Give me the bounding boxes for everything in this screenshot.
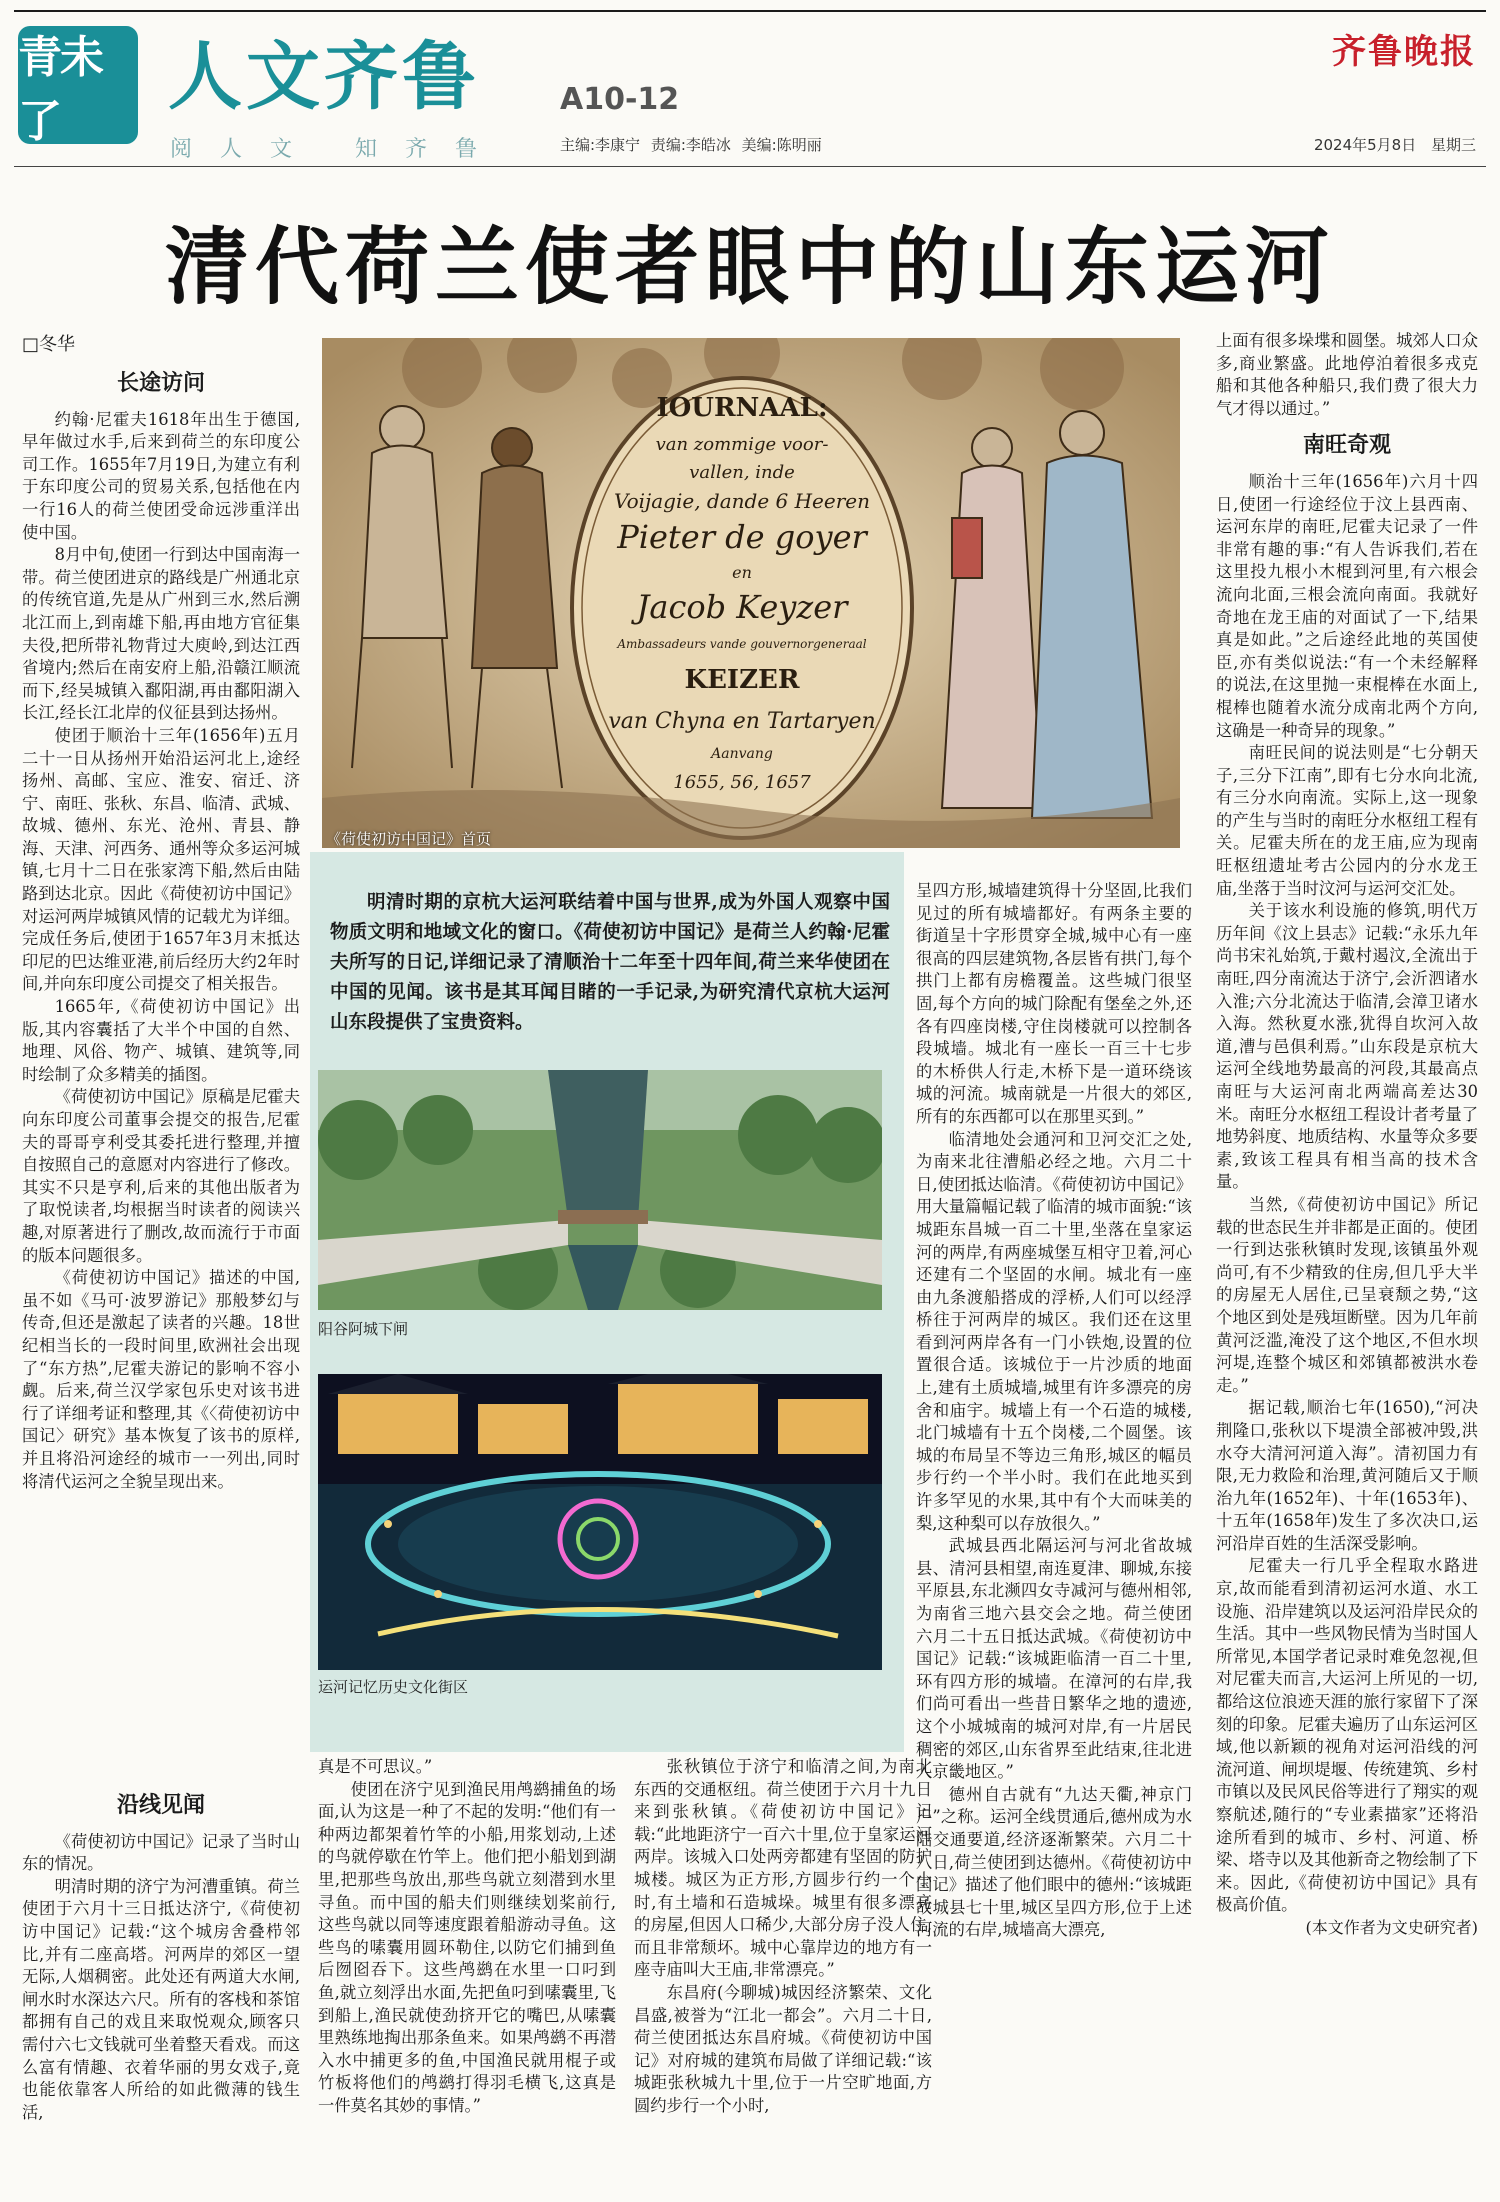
article-column-5 [1216,330,1478,2192]
author-note: (本文作者为文史研究者) [1305,1917,1478,1937]
paragraph: 据记载,顺治七年(1650),“河决荆隆口,张秋以下堤溃全部被冲毁,洪水夺大清河河道入海”。清初国力有限,无力救险和治理,黄河随后又于顺治九年(1652年)、十年(1653年)、十五年(1658年)发生了多次决口,运河沿岸百姓的生活深受影响。 [1216,1398,1478,1553]
paragraph: 明清时期的济宁为河漕重镇。荷兰使团于六月十三日抵达济宁,《荷使初访中国记》记载:“这个城房舍叠栉邻比,并有二座高塔。河两岸的郊区一望无际,人烟稠密。此处还有两道大水闸,闸水时水深达六尺。所有的客栈和茶馆都拥有自己的戏且来取悦观众,顾客只需付六七文钱就可坐着整天看戏。而这么富有情趣、衣着华丽的男女戏子,竟也能依靠客人所给的如此微薄的钱生活, [22,1876,300,2122]
editor-credits: 主编:李康宁 责编:李皓冰 美编:陈明丽 [560,136,822,154]
article-column-1 [22,358,300,1778]
article-byline: □冬华 [22,334,76,355]
inscription-line: Pieter de goyer [617,518,867,556]
article-column-2 [318,1756,616,2192]
paragraph: 使团于顺治十三年(1656年)五月二十一日从扬州开始沿运河北上,途经扬州、高邮、宝应、淮安、宿迁、济宁、南旺、张秋、东昌、临清、武城、故城、德州、东光、沧州、青县、静海、天津、河西务、通州等众多运河城镇,七月十二日在张家湾下船,然后由陆路到达北京。因此《荷使初访中国记》对运河两岸城镇风情的记载尤为详细。完成任务后,使团于1657年3月末抵达印尼的巴达维亚港,前后经历大约2年时间,并向东印度公司提交了相关报告。 [22,725,300,994]
journal-title-page-illustration [322,338,1180,848]
inscription-line: van Chyna en Tartaryen [608,709,876,734]
paragraph: 顺治十三年(1656年)六月十四日,使团一行途经位于汶上县西南、运河东岸的南旺,尼霍夫记录了一件非常有趣的事:“有人告诉我们,若在这里投九根小木棍到河里,有六根会流向北面,三根会流向南面。我就好奇地在龙王庙的对面试了一下,结果真是如此。”之后途经此地的英国使臣,亦有类似说法:“有一个未经解释的说法,在这里抛一束棍棒在水面上,棍棒也随着水流分成南北两个方向,这确是一种奇异的现象。” [1216,471,1478,740]
article-headline: 清代荷兰使者眼中的山东运河 [164,217,1335,316]
paragraph: 武城县西北隔运河与河北省故城县、清河县相望,南连夏津、聊城,东接平原县,东北濒四女寺减河与德州相邻,为南省三地六县交会之地。荷兰使团六月二十五日抵达武城。《荷使初访中国记》记载:“该城距临清一百二十里,环有四方形的城墙。在漳河的右岸,我们尚可看出一些昔日繁华之地的遗迹,这个小城城南的城河对岸,有一片居民稠密的郊区,山东省界至此结束,往北进入京畿地区。” [916,1536,1192,1782]
paragraph: 真是不可思议。” [318,1757,433,1776]
acheng-lock-photo [318,1070,882,1310]
section-logo: 青未了 [18,26,138,144]
main-image-caption: 《荷使初访中国记》首页 [326,830,492,848]
paragraph: 1665年,《荷使初访中国记》出版,其内容囊括了大半个中国的自然、地理、风俗、物产、城镇、建筑等,同时绘制了众多精美的插图。 [22,997,300,1084]
paragraph: 东昌府(今聊城)城因经济繁荣、文化昌盛,被誉为“江北一都会”。六月二十日,荷兰使团抵达东昌府城。《荷使初访中国记》对府城的建筑布局做了详细记载:“该城距张秋城九十里,位于一片空旷地面,方圆约步行一个小时, [634,1982,932,2115]
photo3-caption: 运河记忆历史文化街区 [318,1678,469,1696]
paragraph: 德州自古就有“九达天衢,神京门户”之称。运河全线贯通后,德州成为水陆交通要道,经济逐渐繁荣。六月二十八日,荷兰使团到达德州。《荷使初访中国记》描述了他们眼中的德州:“该城距故城县七十里,城区呈四方形,位于上述河流的右岸,城墙高大漂亮, [916,1784,1192,1940]
section-title: 人文齐鲁 [168,34,480,120]
paragraph: 当然,《荷使初访中国记》所记载的世态民生并非都是正面的。使团一行到达张秋镇时发现,该镇虽外观尚可,有不少精致的住房,但几乎大半的房屋无人居住,已呈衰颓之势,“这个地区到处是残垣断壁。因为几年前黄河泛滥,淹没了这个地区,不但水坝河堤,连整个城区和郊镇都被洪水卷走。” [1216,1194,1478,1395]
newspaper-logo: 齐鲁晚报 [1332,32,1476,72]
inscription-line: en [732,563,752,582]
paragraph: 呈四方形,城墙建筑得十分坚固,比我们见过的所有城墙都好。有两条主要的街道呈十字形贯穿全城,城中心有一座很高的四层建筑物,各层皆有拱门,每个拱门上都有房檐覆盖。这些城门很坚固,每个方向的城门除配有堡垒之外,还各有四座岗楼,守住岗楼就可以控制各段城墙。城北有一座长一百三十七步的木桥供人行走,木桥下是一道环绕该城的河流。城南就是一片很大的郊区,所有的东西都可以在那里买到。” [916,881,1192,1126]
section-heading: 长途访问 [116,370,205,396]
illustration-drawing [322,338,1180,848]
photo2-caption: 阳谷阿城下闸 [318,1320,409,1338]
issue-date: 2024年5月8日 星期三 [1313,136,1476,154]
inscription-line: Aanvang [711,746,773,762]
paragraph: 8月中旬,使团一行到达中国南海一带。荷兰使团进京的路线是广州通北京的传统官道,先是从广州到三水,然后溯北江而上,到南雄下船,再由地方官征集夫役,把所带礼物背过大庾岭,到达江西省境内;然后在南安府上船,沿赣江顺流而下,经吴城镇入鄱阳湖,再由鄱阳湖入长江,经长江北岸的仪征县到达扬州。 [22,545,300,723]
paragraph: 使团在济宁见到渔民用鸬鹚捕鱼的场面,认为这是一种了不起的发明:“他们有一种两边都架着竹竿的小船,用浆划动,上述的鸟就停歇在竹竿上。他们把小船划到湖里,把那些鸟放出,那些鸟就立刻潜到水里寻鱼。而中国的船夫们则继续划桨前行,这些鸟就以同等速度跟着船游动寻鱼。这些鸟的嗉囊用圆环勒住,以防它们捕到鱼后囫囵吞下。这些鸬鹚在水里一口叼到鱼,就立刻浮出水面,先把鱼叼到嗉囊里,飞到船上,渔民就使劲挤开它的嘴巴,从嗉囊里熟练地掏出那条鱼来。如果鸬鹚不再潜入水中捕更多的鱼,中国渔民就用棍子或竹板将他们的鸬鹚打得羽毛横飞,这真是一件莫名其妙的事情。” [318,1779,616,2115]
article-column-1-bottom [22,1780,300,2190]
inscription-line: Ambassadeurs vande gouvernorgeneraal [617,637,867,651]
paragraph: 关于该水利设施的修筑,明代万历年间《汶上县志》记载:“永乐九年尚书宋礼始筑,于戴村遏汶,全流出于南旺,四分南流达于济宁,会沂泗诸水入淮;六分北流达于临清,会漳卫诸水入海。然秋夏水涨,犹得自坎河入故道,漕与邑俱利焉。”山东段是京杭大运河全线地势最高的河段,其最高点南旺与大运河南北两端高差达30米。南旺分水枢纽工程设计者考量了地势斜度、地质结构、水量等众多要素,致该工程具有相当高的技术含量。 [1216,901,1478,1192]
district-photo-drawing [318,1374,882,1670]
article-column-3 [634,1756,932,2192]
canal-district-photo [318,1374,882,1670]
paragraph: 尼霍夫一行几乎全程取水路进京,故而能看到清初运河水道、水工设施、沿岸建筑以及运河沿岸民众的生活。其中一些风物民情为当时国人所常见,本国学者记录时难免忽视,但对尼霍夫而言,大运河上所见的一切,都给这位浪迹天涯的旅行家留下了深刻的印象。尼霍夫遍历了山东运河区域,他以新颖的视角对运河沿线的河流河道、闸坝堤堰、传统建筑、乡村市镇以及民风民俗等进行了翔实的观察航述,随行的“专业素描家”还将沿途所看到的城市、乡村、河道、桥梁、塔寺以及其他新奇之物绘制了下来。因此,《荷使初访中国记》具有极高价值。 [1216,1556,1478,1915]
header-rule [14,166,1486,167]
inscription-line: IOURNAAL: [656,393,828,423]
inscription-line: 1655, 56, 1657 [673,772,811,793]
inscription-line: Voijagie, dande 6 Heeren [614,489,870,513]
paragraph: 南旺民间的说法则是“七分朝天子,三分下江南”,即有七分水向北流,有三分水向南流。实际上,这一现象的产生与当时的南旺分水枢纽工程有关。尼霍夫所在的龙王庙,应为现南旺枢纽遗址考古公园内的分水龙王庙,坐落于当时汶河与运河交汇处。 [1216,743,1478,898]
paragraph: 《荷使初访中国记》记录了当时山东的情况。 [22,1831,300,1874]
inscription-line: van zommige voor- [655,434,829,455]
article-column-4 [916,880,1192,2192]
paragraph: 上面有很多垛堞和圆堡。城郊人口众多,商业繁盛。此地停泊着很多戎克船和其他各种船只,我们费了很大力气才得以通过。” [1216,331,1478,418]
top-rule [14,10,1486,12]
page-range: A10-12 [560,82,680,117]
section-subtitle: 阅人文 知齐鲁 [170,137,505,162]
paragraph: 临清地处会通河和卫河交汇之处,为南来北往漕船必经之地。六月二十日,使团抵达临清。《荷使初访中国记》用大量篇幅记载了临清的城市面貌:“该城距东昌城一百二十里,坐落在皇家运河的两岸,有两座城堡互相守卫着,河心还建有二个坚固的水闸。城北有一座由九条渡船搭成的浮桥,人们可以经浮桥往于河两岸的城区。我们还在这里看到河两岸各有一门小铁炮,设置的位置很合适。该城位于一片沙质的地面上,建有土质城墙,城里有许多漂亮的房舍和庙宇。城墙上有一个石造的城楼,北门城墙有十五个岗楼,二个圆堡。该城的布局呈不等边三角形,城区的幅员步行约一个半小时。我们在此地买到许多罕见的水果,其中有个大而味美的梨,这种梨可以存放很久。” [916,1129,1192,1533]
inscription-line: Jacob Keyzer [636,588,848,626]
inscription-line: vallen, inde [689,462,795,483]
section-heading: 南旺奇观 [1302,432,1391,459]
paragraph: 《荷使初访中国记》描述的中国,虽不如《马可·波罗游记》那般梦幻与传奇,但还是激起了读者的兴趣。18世纪相当长的一段时间里,欧洲社会出现了“东方热”,尼霍夫游记的影响不容小觑。后来,荷兰汉学家包乐史对该书进行了详细考证和整理,其《〈荷使初访中国记〉研究》基本恢复了该书的原样,并且将沿河途经的城市一一列出,同时将清代运河之全貌呈现出来。 [22,1268,300,1491]
lock-photo-drawing [318,1070,882,1310]
section-heading: 沿线见闻 [116,1792,205,1818]
paragraph: 约翰·尼霍夫1618年出生于德国,早年做过水手,后来到荷兰的东印度公司工作。1655年7月19日,为建立有利于东印度公司的贸易关系,包括他在内一行16人的荷兰使团受命远涉重洋出使中国。 [22,409,300,542]
paragraph: 张秋镇位于济宁和临清之间,为南北东西的交通枢纽。荷兰使团于六月十九日来到张秋镇。《荷使初访中国记》记载:“此地距济宁一百六十里,位于皇家运河两岸。该城入口处两旁都建有坚固的防护城楼。城区为正方形,方圆步行约一个小时,有土墙和石造城垛。城里有很多漂亮的房屋,但因人口稀少,大部分房子没人住,而且非常颓坏。城中心靠岸边的地方有一座寺庙叫大王庙,非常漂亮。” [634,1757,932,1980]
article-intro: 明清时期的京杭大运河联结着中国与世界,成为外国人观察中国物质文明和地域文化的窗口。《荷使初访中国记》是荷兰人约翰·尼霍夫所写的日记,详细记录了清顺治十二年至十四年间,荷兰来华使团在中国的见闻。该书是其耳闻目睹的一手记录,为研究清代京杭大运河山东段提供了宝贵资料。 [330,892,890,1033]
paragraph: 《荷使初访中国记》原稿是尼霍夫向东印度公司董事会提交的报告,尼霍夫的哥哥亨利受其委托进行整理,并擅自按照自己的意愿对内容进行了修改。其实不只是亨利,后来的其他出版者为了取悦读者,均根据当时读者的阅读兴趣,对原著进行了删改,故而流行于市面的版本问题很多。 [22,1087,300,1265]
inscription-line: KEIZER [684,665,800,695]
